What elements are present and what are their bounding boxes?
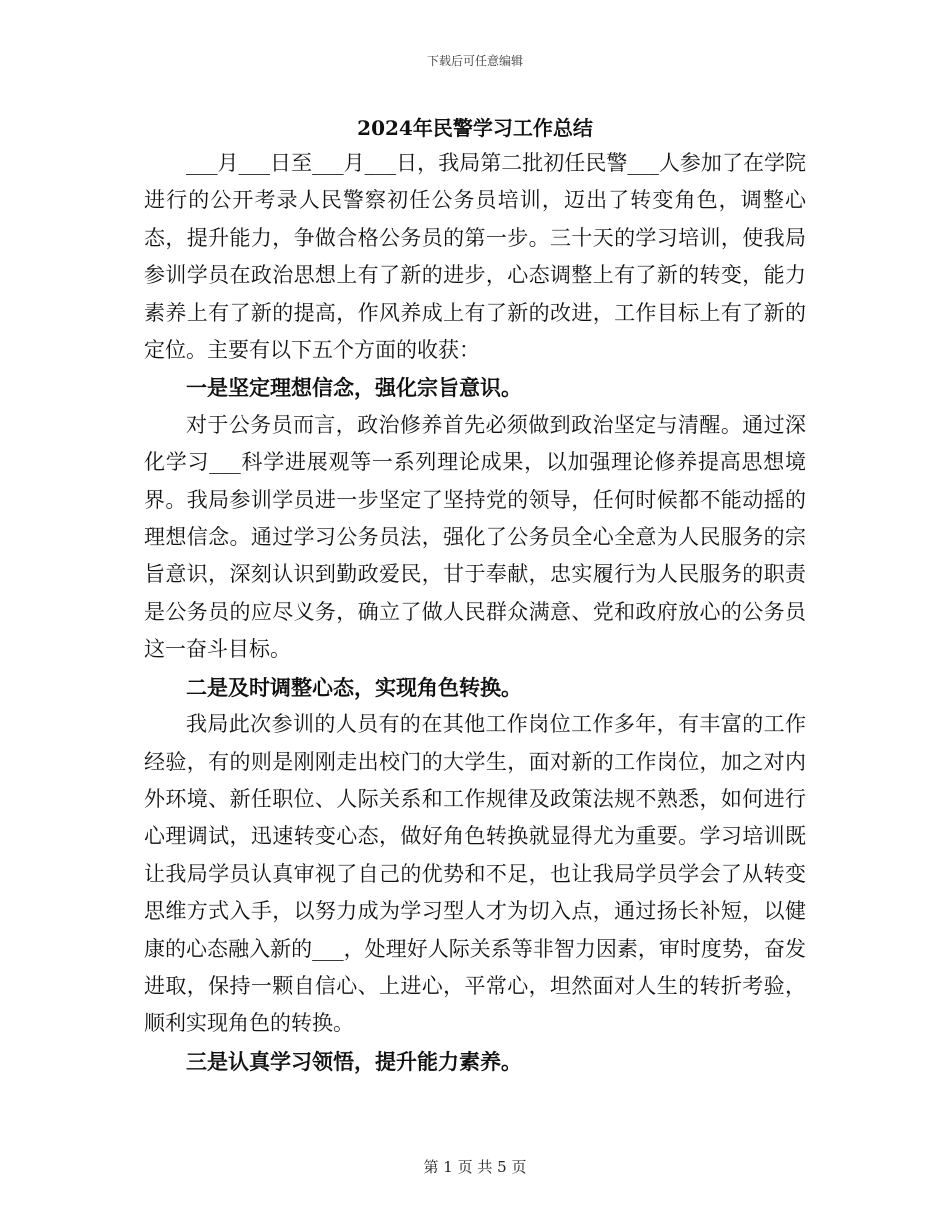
header-note: 下载后可任意编辑: [426, 54, 523, 68]
intro-paragraph: ___月___日至___月___日，我局第二批初任民警___人参加了在学院进行的公开考录人民警察初任公务员培训，迈出了转变角色，调整心态，提升能力，争做合格公务员的第一步。三十天的学习培训，使我局参训学员在政治思想上有了新的进步，心态调整上有了新的转变，能力素养上有了新的提高，作风养成上有了新的改进，工作目标上有了新的定位。主要有以下五个方面的收获：: [144, 151, 806, 363]
document-body: [144, 145, 806, 1080]
section-2-paragraph: 我局此次参训的人员有的在其他工作岗位工作多年，有丰富的工作经验，有的则是刚刚走出校门的大学生，面对新的工作岗位，加之对内外环境、新任职位、人际关系和工作规律及政策法规不熟悉，如何进行心理调试，迅速转变心态，做好角色转换就显得尤为重要。学习培训既让我局学员认真审视了自己的优势和不足，也让我局学员学会了从转变思维方式入手，以努力成为学习型人才为切入点，通过扬长补短，以健康的心态融入新的___，处理好人际关系等非智力因素，审时度势，奋发进取，保持一颗自信心、上进心，平常心，坦然面对人生的转折考验，顺利实现角色的转换。: [144, 712, 806, 1036]
section-heading-1: 一是坚定理想信念，强化宗旨意识。: [186, 375, 522, 401]
document-title: 2024年民警学习工作总结: [357, 116, 593, 140]
page-footer: 第 1 页 共 5 页: [423, 1158, 527, 1176]
section-heading-2: 二是及时调整心态，实现角色转换。: [186, 674, 522, 700]
section-heading-3: 三是认真学习领悟，提升能力素养。: [186, 1048, 522, 1074]
section-1-paragraph: 对于公务员而言，政治修养首先必须做到政治坚定与清醒。通过深化学习___科学进展观等一系列理论成果，以加强理论修养提高思想境界。我局参训学员进一步坚定了坚持党的领导，任何时候都不能动摇的理想信念。通过学习公务员法，强化了公务员全心全意为人民服务的宗旨意识，深刻认识到勤政爱民，甘于奉献，忠实履行为人民服务的职责是公务员的应尽义务，确立了做人民群众满意、党和政府放心的公务员这一奋斗目标。: [144, 412, 806, 662]
